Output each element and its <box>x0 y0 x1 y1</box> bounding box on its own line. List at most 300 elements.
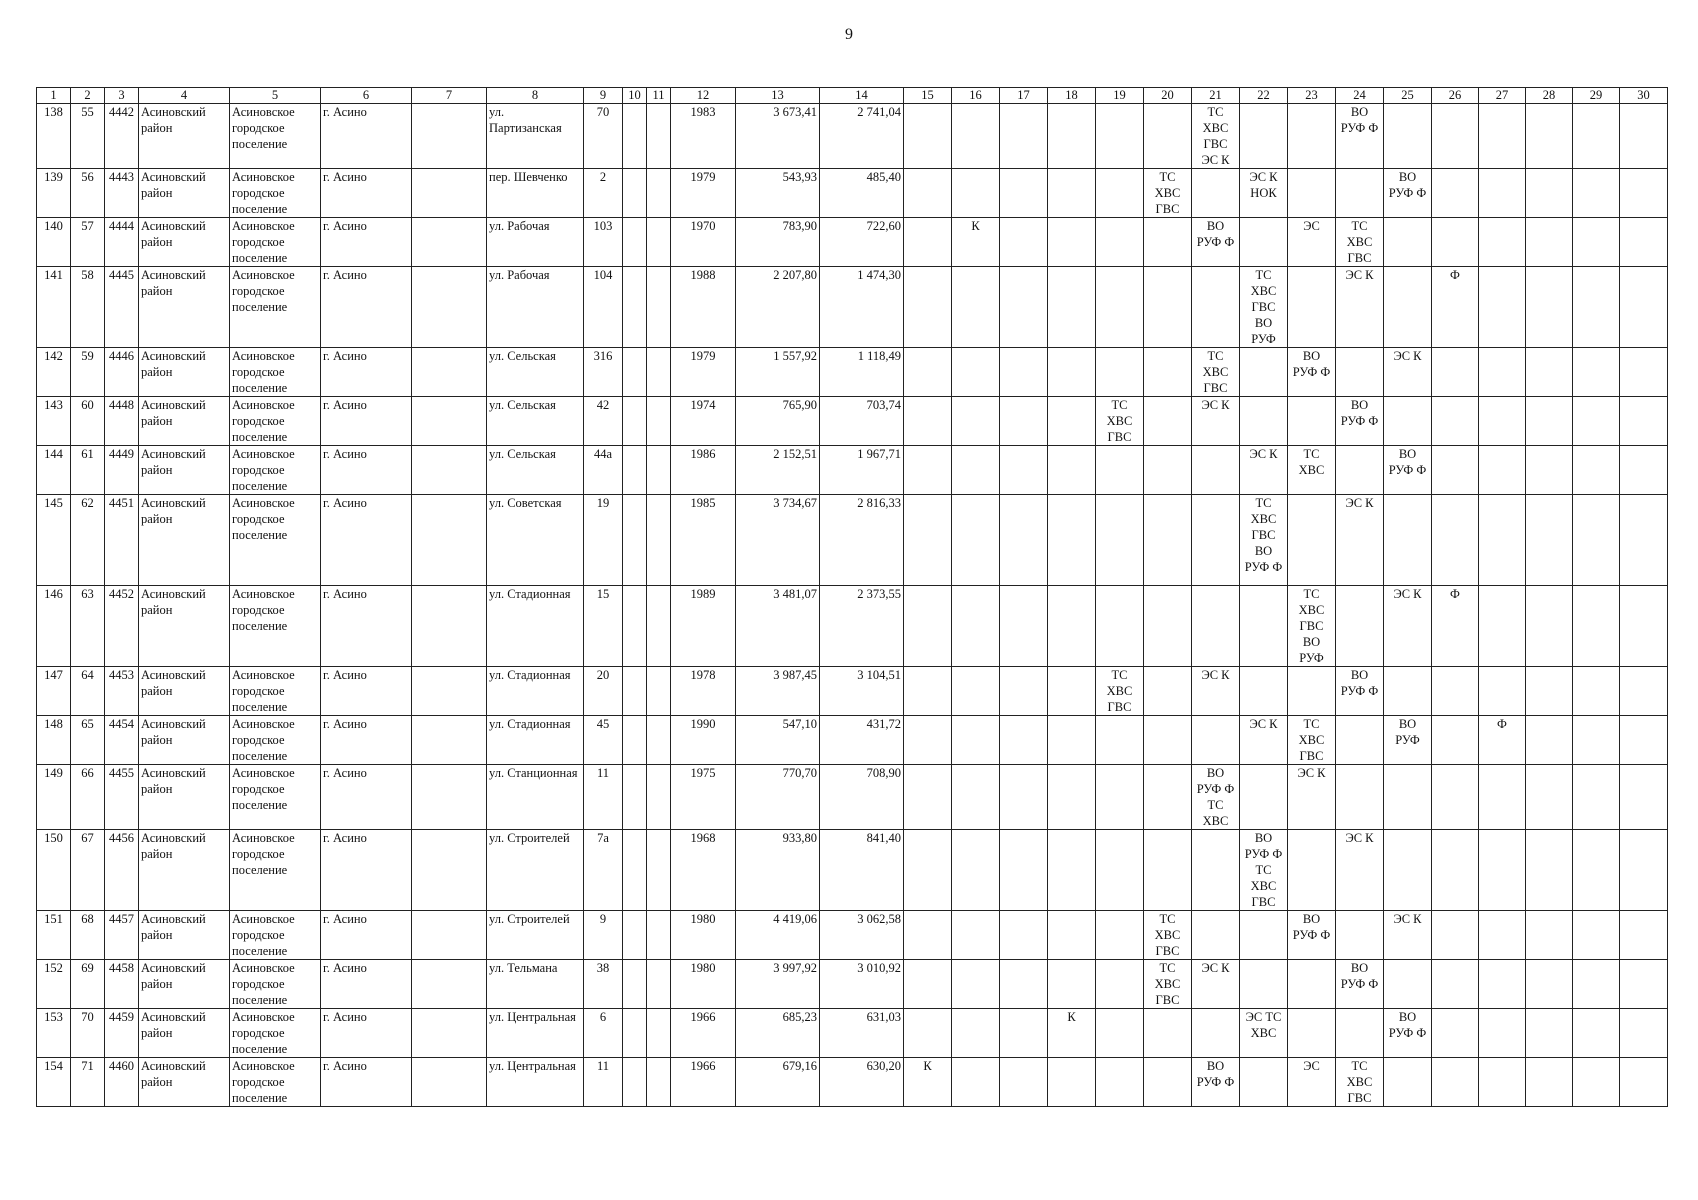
table-cell-col-17 <box>1000 446 1048 495</box>
table-cell-col-28 <box>1526 104 1573 169</box>
table-cell-col-13: 765,90 <box>736 397 820 446</box>
column-header-4: 4 <box>139 88 230 104</box>
table-cell-col-2: 58 <box>71 267 105 348</box>
column-header-10: 10 <box>623 88 647 104</box>
table-cell-col-4: Асиновский район <box>139 104 230 169</box>
table-cell-col-18 <box>1048 830 1096 911</box>
table-cell-col-16 <box>952 397 1000 446</box>
table-cell-col-8: ул. Строителей <box>487 911 584 960</box>
table-cell-col-16: К <box>952 218 1000 267</box>
table-cell-col-9: 45 <box>584 716 623 765</box>
table-cell-col-10 <box>623 348 647 397</box>
table-cell-col-23 <box>1288 169 1336 218</box>
table-cell-col-11 <box>647 667 671 716</box>
table-cell-col-12: 1985 <box>671 495 736 586</box>
column-header-29: 29 <box>1573 88 1620 104</box>
table-cell-col-19 <box>1096 586 1144 667</box>
table-cell-col-11 <box>647 586 671 667</box>
table-cell-col-21 <box>1192 586 1240 667</box>
table-cell-col-28 <box>1526 495 1573 586</box>
table-row <box>37 586 1668 667</box>
table-cell-col-28 <box>1526 765 1573 830</box>
table-row <box>37 1058 1668 1107</box>
table-cell-col-15 <box>904 495 952 586</box>
table-cell-col-8: пер. Шевченко <box>487 169 584 218</box>
table-cell-col-26 <box>1432 667 1479 716</box>
table-cell-col-3: 4460 <box>105 1058 139 1107</box>
table-cell-col-1: 143 <box>37 397 71 446</box>
table-cell-col-16 <box>952 911 1000 960</box>
table-cell-col-16 <box>952 765 1000 830</box>
table-cell-col-18 <box>1048 495 1096 586</box>
table-cell-col-11 <box>647 495 671 586</box>
table-cell-col-30 <box>1620 218 1668 267</box>
table-cell-col-23: ЭС <box>1288 218 1336 267</box>
table-cell-col-9: 104 <box>584 267 623 348</box>
table-cell-col-20 <box>1144 348 1192 397</box>
table-cell-col-14: 3 010,92 <box>820 960 904 1009</box>
table-cell-col-4: Асиновский район <box>139 446 230 495</box>
table-cell-col-26 <box>1432 960 1479 1009</box>
table-cell-col-29 <box>1573 716 1620 765</box>
table-cell-col-26: Ф <box>1432 267 1479 348</box>
table-cell-col-17 <box>1000 765 1048 830</box>
table-cell-col-24 <box>1336 348 1384 397</box>
table-cell-col-15 <box>904 1009 952 1058</box>
table-cell-col-26 <box>1432 830 1479 911</box>
table-cell-col-9: 15 <box>584 586 623 667</box>
table-cell-col-17 <box>1000 495 1048 586</box>
table-cell-col-3: 4457 <box>105 911 139 960</box>
table-cell-col-7 <box>412 1058 487 1107</box>
table-cell-col-7 <box>412 218 487 267</box>
table-cell-col-24 <box>1336 1009 1384 1058</box>
table-cell-col-10 <box>623 765 647 830</box>
table-cell-col-28 <box>1526 911 1573 960</box>
table-cell-col-15 <box>904 446 952 495</box>
table-cell-col-16 <box>952 960 1000 1009</box>
table-cell-col-29 <box>1573 267 1620 348</box>
table-cell-col-5: Асиновское городское поселение <box>230 218 321 267</box>
table-cell-col-10 <box>623 586 647 667</box>
table-cell-col-4: Асиновский район <box>139 716 230 765</box>
table-cell-col-16 <box>952 830 1000 911</box>
table-cell-col-2: 69 <box>71 960 105 1009</box>
table-cell-col-14: 708,90 <box>820 765 904 830</box>
table-cell-col-3: 4451 <box>105 495 139 586</box>
table-cell-col-18 <box>1048 765 1096 830</box>
table-cell-col-23 <box>1288 397 1336 446</box>
table-cell-col-20 <box>1144 397 1192 446</box>
table-cell-col-20 <box>1144 1009 1192 1058</box>
table-cell-col-9: 70 <box>584 104 623 169</box>
table-row <box>37 960 1668 1009</box>
table-cell-col-30 <box>1620 716 1668 765</box>
table-cell-col-18 <box>1048 218 1096 267</box>
table-cell-col-30 <box>1620 104 1668 169</box>
table-cell-col-13: 547,10 <box>736 716 820 765</box>
table-cell-col-16 <box>952 348 1000 397</box>
column-header-13: 13 <box>736 88 820 104</box>
table-cell-col-11 <box>647 1009 671 1058</box>
table-cell-col-29 <box>1573 960 1620 1009</box>
table-cell-col-24 <box>1336 169 1384 218</box>
table-cell-col-4: Асиновский район <box>139 586 230 667</box>
table-cell-col-29 <box>1573 830 1620 911</box>
table-cell-col-16 <box>952 1009 1000 1058</box>
table-cell-col-24 <box>1336 716 1384 765</box>
column-header-2: 2 <box>71 88 105 104</box>
table-cell-col-4: Асиновский район <box>139 169 230 218</box>
table-cell-col-26 <box>1432 169 1479 218</box>
table-cell-col-30 <box>1620 830 1668 911</box>
table-cell-col-19 <box>1096 104 1144 169</box>
table-cell-col-15 <box>904 586 952 667</box>
table-cell-col-5: Асиновское городское поселение <box>230 169 321 218</box>
table-cell-col-12: 1975 <box>671 765 736 830</box>
table-cell-col-8: ул. Стадионная <box>487 586 584 667</box>
table-cell-col-27 <box>1479 267 1526 348</box>
table-cell-col-28 <box>1526 830 1573 911</box>
table-cell-col-25: ВО РУФ Ф <box>1384 1009 1432 1058</box>
table-cell-col-11 <box>647 397 671 446</box>
table-cell-col-15 <box>904 667 952 716</box>
table-cell-col-25 <box>1384 765 1432 830</box>
table-cell-col-16 <box>952 1058 1000 1107</box>
table-cell-col-22 <box>1240 586 1288 667</box>
table-cell-col-21 <box>1192 169 1240 218</box>
table-cell-col-28 <box>1526 348 1573 397</box>
table-cell-col-26 <box>1432 911 1479 960</box>
table-cell-col-3: 4449 <box>105 446 139 495</box>
table-cell-col-29 <box>1573 586 1620 667</box>
table-cell-col-17 <box>1000 348 1048 397</box>
table-cell-col-18 <box>1048 1058 1096 1107</box>
column-header-27: 27 <box>1479 88 1526 104</box>
table-cell-col-7 <box>412 267 487 348</box>
column-header-12: 12 <box>671 88 736 104</box>
table-cell-col-11 <box>647 267 671 348</box>
table-cell-col-11 <box>647 716 671 765</box>
table-cell-col-12: 1970 <box>671 218 736 267</box>
table-cell-col-13: 679,16 <box>736 1058 820 1107</box>
table-cell-col-22: ЭС ТС ХВС <box>1240 1009 1288 1058</box>
table-cell-col-26 <box>1432 765 1479 830</box>
table-cell-col-25 <box>1384 267 1432 348</box>
table-cell-col-6: г. Асино <box>321 765 412 830</box>
table-cell-col-20 <box>1144 1058 1192 1107</box>
table-cell-col-1: 154 <box>37 1058 71 1107</box>
table-cell-col-6: г. Асино <box>321 960 412 1009</box>
column-header-22: 22 <box>1240 88 1288 104</box>
table-cell-col-4: Асиновский район <box>139 911 230 960</box>
table-cell-col-16 <box>952 586 1000 667</box>
table-cell-col-21: ТС ХВС ГВС ЭС К <box>1192 104 1240 169</box>
table-cell-col-17 <box>1000 218 1048 267</box>
table-cell-col-11 <box>647 104 671 169</box>
table-cell-col-14: 631,03 <box>820 1009 904 1058</box>
table-cell-col-1: 152 <box>37 960 71 1009</box>
table-cell-col-9: 9 <box>584 911 623 960</box>
table-cell-col-3: 4458 <box>105 960 139 1009</box>
table-cell-col-21 <box>1192 1009 1240 1058</box>
table-cell-col-20 <box>1144 667 1192 716</box>
table-cell-col-24 <box>1336 446 1384 495</box>
table-cell-col-6: г. Асино <box>321 830 412 911</box>
table-cell-col-27 <box>1479 911 1526 960</box>
table-cell-col-4: Асиновский район <box>139 960 230 1009</box>
table-cell-col-8: ул. Центральная <box>487 1009 584 1058</box>
table-cell-col-19 <box>1096 1058 1144 1107</box>
table-cell-col-28 <box>1526 1058 1573 1107</box>
table-cell-col-24 <box>1336 911 1384 960</box>
table-cell-col-2: 64 <box>71 667 105 716</box>
table-cell-col-18 <box>1048 446 1096 495</box>
table-cell-col-3: 4448 <box>105 397 139 446</box>
table-cell-col-30 <box>1620 169 1668 218</box>
table-cell-col-6: г. Асино <box>321 1058 412 1107</box>
column-header-25: 25 <box>1384 88 1432 104</box>
table-cell-col-22 <box>1240 397 1288 446</box>
table-cell-col-14: 630,20 <box>820 1058 904 1107</box>
column-header-23: 23 <box>1288 88 1336 104</box>
table-cell-col-25: ВО РУФ Ф <box>1384 446 1432 495</box>
table-cell-col-4: Асиновский район <box>139 830 230 911</box>
table-cell-col-22: ЭС К <box>1240 716 1288 765</box>
table-cell-col-3: 4444 <box>105 218 139 267</box>
table-cell-col-9: 11 <box>584 1058 623 1107</box>
table-cell-col-3: 4443 <box>105 169 139 218</box>
table-cell-col-9: 42 <box>584 397 623 446</box>
table-cell-col-30 <box>1620 911 1668 960</box>
table-cell-col-12: 1990 <box>671 716 736 765</box>
table-cell-col-15 <box>904 716 952 765</box>
table-cell-col-28 <box>1526 218 1573 267</box>
table-cell-col-25 <box>1384 495 1432 586</box>
table-cell-col-2: 59 <box>71 348 105 397</box>
table-cell-col-2: 66 <box>71 765 105 830</box>
table-cell-col-22 <box>1240 218 1288 267</box>
table-cell-col-19 <box>1096 495 1144 586</box>
table-cell-col-18 <box>1048 267 1096 348</box>
table-cell-col-5: Асиновское городское поселение <box>230 911 321 960</box>
table-cell-col-8: ул. Тельмана <box>487 960 584 1009</box>
table-cell-col-20 <box>1144 830 1192 911</box>
table-cell-col-18 <box>1048 960 1096 1009</box>
table-cell-col-30 <box>1620 960 1668 1009</box>
table-cell-col-15 <box>904 960 952 1009</box>
table-cell-col-29 <box>1573 169 1620 218</box>
column-header-21: 21 <box>1192 88 1240 104</box>
table-cell-col-12: 1966 <box>671 1009 736 1058</box>
table-cell-col-18 <box>1048 586 1096 667</box>
table-cell-col-8: ул. Рабочая <box>487 267 584 348</box>
table-cell-col-13: 3 987,45 <box>736 667 820 716</box>
table-cell-col-20: ТС ХВС ГВС <box>1144 960 1192 1009</box>
table-cell-col-6: г. Асино <box>321 716 412 765</box>
table-cell-col-8: ул. Партизанская <box>487 104 584 169</box>
table-cell-col-6: г. Асино <box>321 218 412 267</box>
table-cell-col-22: ВО РУФ Ф ТС ХВС ГВС <box>1240 830 1288 911</box>
table-cell-col-23 <box>1288 830 1336 911</box>
table-cell-col-9: 2 <box>584 169 623 218</box>
table-cell-col-5: Асиновское городское поселение <box>230 667 321 716</box>
table-cell-col-7 <box>412 765 487 830</box>
table-cell-col-21 <box>1192 267 1240 348</box>
table-cell-col-25: ВО РУФ <box>1384 716 1432 765</box>
table-cell-col-24: ЭС К <box>1336 267 1384 348</box>
table-cell-col-6: г. Асино <box>321 911 412 960</box>
table-cell-col-13: 1 557,92 <box>736 348 820 397</box>
column-header-9: 9 <box>584 88 623 104</box>
table-cell-col-20 <box>1144 104 1192 169</box>
table-cell-col-7 <box>412 960 487 1009</box>
table-cell-col-26 <box>1432 716 1479 765</box>
table-row <box>37 716 1668 765</box>
table-cell-col-20 <box>1144 586 1192 667</box>
table-cell-col-24: ВО РУФ Ф <box>1336 960 1384 1009</box>
table-cell-col-23: ВО РУФ Ф <box>1288 911 1336 960</box>
table-cell-col-30 <box>1620 446 1668 495</box>
table-cell-col-8: ул. Стадионная <box>487 667 584 716</box>
table-cell-col-25: ЭС К <box>1384 911 1432 960</box>
table-cell-col-5: Асиновское городское поселение <box>230 960 321 1009</box>
table-cell-col-23 <box>1288 495 1336 586</box>
table-cell-col-30 <box>1620 495 1668 586</box>
table-cell-col-16 <box>952 495 1000 586</box>
table-cell-col-2: 68 <box>71 911 105 960</box>
table-cell-col-17 <box>1000 830 1048 911</box>
table-cell-col-28 <box>1526 960 1573 1009</box>
table-cell-col-10 <box>623 169 647 218</box>
table-cell-col-14: 1 474,30 <box>820 267 904 348</box>
table-cell-col-29 <box>1573 397 1620 446</box>
table-cell-col-21: ЭС К <box>1192 667 1240 716</box>
buildings-register-table <box>36 87 1668 1107</box>
table-cell-col-7 <box>412 586 487 667</box>
table-cell-col-24 <box>1336 586 1384 667</box>
table-cell-col-12: 1983 <box>671 104 736 169</box>
column-header-14: 14 <box>820 88 904 104</box>
table-cell-col-22: ТС ХВС ГВС ВО РУФ <box>1240 267 1288 348</box>
column-header-19: 19 <box>1096 88 1144 104</box>
table-cell-col-24: ТС ХВС ГВС <box>1336 1058 1384 1107</box>
table-cell-col-16 <box>952 104 1000 169</box>
table-cell-col-19 <box>1096 218 1144 267</box>
table-cell-col-5: Асиновское городское поселение <box>230 586 321 667</box>
table-cell-col-23 <box>1288 667 1336 716</box>
table-cell-col-22: ЭС К НОК <box>1240 169 1288 218</box>
table-cell-col-19: ТС ХВС ГВС <box>1096 667 1144 716</box>
table-cell-col-26: Ф <box>1432 586 1479 667</box>
table-cell-col-1: 142 <box>37 348 71 397</box>
table-cell-col-19 <box>1096 169 1144 218</box>
table-cell-col-7 <box>412 830 487 911</box>
table-cell-col-5: Асиновское городское поселение <box>230 397 321 446</box>
table-cell-col-19 <box>1096 960 1144 1009</box>
table-cell-col-10 <box>623 1009 647 1058</box>
table-cell-col-3: 4452 <box>105 586 139 667</box>
table-cell-col-3: 4456 <box>105 830 139 911</box>
table-cell-col-11 <box>647 830 671 911</box>
table-cell-col-13: 3 673,41 <box>736 104 820 169</box>
table-cell-col-27 <box>1479 397 1526 446</box>
table-cell-col-9: 6 <box>584 1009 623 1058</box>
table-cell-col-23: ТС ХВС ГВС ВО РУФ <box>1288 586 1336 667</box>
table-cell-col-15: К <box>904 1058 952 1107</box>
table-cell-col-9: 19 <box>584 495 623 586</box>
column-number-header <box>37 88 1668 104</box>
table-cell-col-3: 4442 <box>105 104 139 169</box>
table-cell-col-16 <box>952 716 1000 765</box>
table-cell-col-2: 56 <box>71 169 105 218</box>
table-cell-col-13: 2 152,51 <box>736 446 820 495</box>
table-cell-col-13: 3 481,07 <box>736 586 820 667</box>
table-cell-col-2: 60 <box>71 397 105 446</box>
table-cell-col-4: Асиновский район <box>139 348 230 397</box>
table-cell-col-19 <box>1096 267 1144 348</box>
table-cell-col-3: 4446 <box>105 348 139 397</box>
table-cell-col-11 <box>647 169 671 218</box>
table-cell-col-23: ЭС К <box>1288 765 1336 830</box>
table-cell-col-12: 1980 <box>671 911 736 960</box>
table-cell-col-15 <box>904 169 952 218</box>
table-cell-col-11 <box>647 218 671 267</box>
table-cell-col-7 <box>412 397 487 446</box>
table-cell-col-1: 145 <box>37 495 71 586</box>
table-cell-col-10 <box>623 830 647 911</box>
table-cell-col-5: Асиновское городское поселение <box>230 830 321 911</box>
table-cell-col-14: 841,40 <box>820 830 904 911</box>
table-cell-col-12: 1979 <box>671 348 736 397</box>
table-cell-col-21: ТС ХВС ГВС <box>1192 348 1240 397</box>
table-cell-col-26 <box>1432 397 1479 446</box>
table-cell-col-8: ул. Сельская <box>487 446 584 495</box>
table-cell-col-10 <box>623 267 647 348</box>
table-cell-col-15 <box>904 218 952 267</box>
table-cell-col-11 <box>647 765 671 830</box>
table-cell-col-11 <box>647 960 671 1009</box>
table-cell-col-14: 722,60 <box>820 218 904 267</box>
table-cell-col-2: 63 <box>71 586 105 667</box>
table-cell-col-15 <box>904 397 952 446</box>
table-cell-col-25 <box>1384 218 1432 267</box>
table-cell-col-7 <box>412 104 487 169</box>
table-cell-col-14: 1 118,49 <box>820 348 904 397</box>
table-cell-col-17 <box>1000 716 1048 765</box>
table-cell-col-2: 62 <box>71 495 105 586</box>
table-cell-col-23: ЭС <box>1288 1058 1336 1107</box>
table-cell-col-24 <box>1336 765 1384 830</box>
table-cell-col-28 <box>1526 1009 1573 1058</box>
table-cell-col-9: 316 <box>584 348 623 397</box>
table-cell-col-25 <box>1384 667 1432 716</box>
table-cell-col-6: г. Асино <box>321 104 412 169</box>
table-cell-col-2: 67 <box>71 830 105 911</box>
table-cell-col-15 <box>904 830 952 911</box>
column-header-16: 16 <box>952 88 1000 104</box>
column-header-15: 15 <box>904 88 952 104</box>
table-cell-col-30 <box>1620 1058 1668 1107</box>
table-cell-col-21 <box>1192 830 1240 911</box>
table-cell-col-17 <box>1000 104 1048 169</box>
table-cell-col-18 <box>1048 716 1096 765</box>
table-cell-col-28 <box>1526 586 1573 667</box>
table-cell-col-16 <box>952 267 1000 348</box>
table-cell-col-13: 3 734,67 <box>736 495 820 586</box>
table-cell-col-5: Асиновское городское поселение <box>230 1058 321 1107</box>
table-cell-col-27 <box>1479 830 1526 911</box>
